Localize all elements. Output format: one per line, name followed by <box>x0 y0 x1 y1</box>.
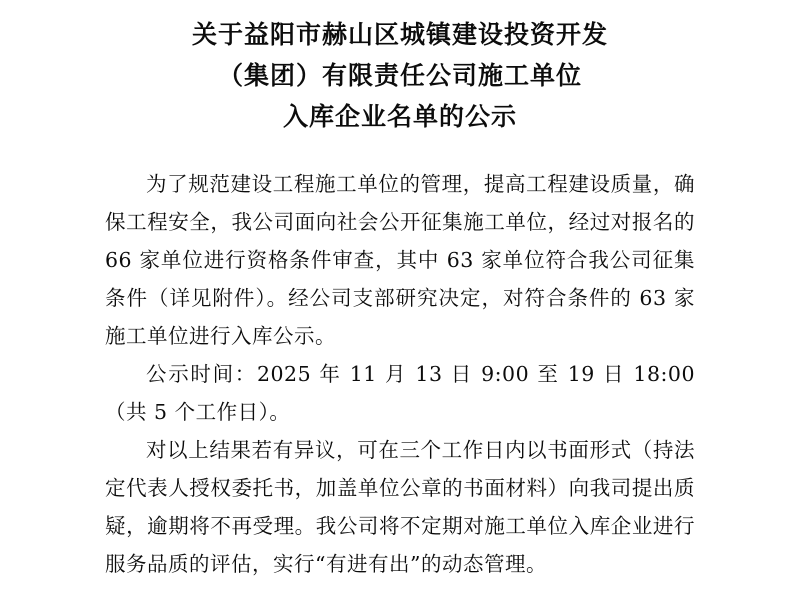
paragraph-2: 公示时间：2025 年 11 月 13 日 9:00 至 19 日 18:00（共 5 个工作日）。 <box>105 362 695 424</box>
page-title-line-2: （集团）有限责任公司施工单位 <box>217 61 582 90</box>
page-title-line-3: 入库企业名单的公示 <box>282 102 517 131</box>
page-title-line-1: 关于益阳市赫山区城镇建设投资开发 <box>191 20 608 49</box>
paragraph-1: 为了规范建设工程施工单位的管理，提高工程建设质量，确保工程安全，我公司面向社会公开征集施工单位，经过对报名的 66 家单位进行资格条件审查，其中 63 家单位符合我公司征集条件（详见附件）。经公司支部研究决定，对符合条件的 63 家施工单位进行入库公示。 <box>105 172 695 348</box>
page-title <box>105 14 695 137</box>
document-body <box>105 165 695 583</box>
paragraph-3: 对以上结果若有异议，可在三个工作日内以书面形式（持法定代表人授权委托书，加盖单位公章的书面材料）向我司提出质疑，逾期将不再受理。我公司将不定期对施工单位入库企业进行服务品质的评估，实行“有进有出”的动态管理。 <box>105 438 695 576</box>
